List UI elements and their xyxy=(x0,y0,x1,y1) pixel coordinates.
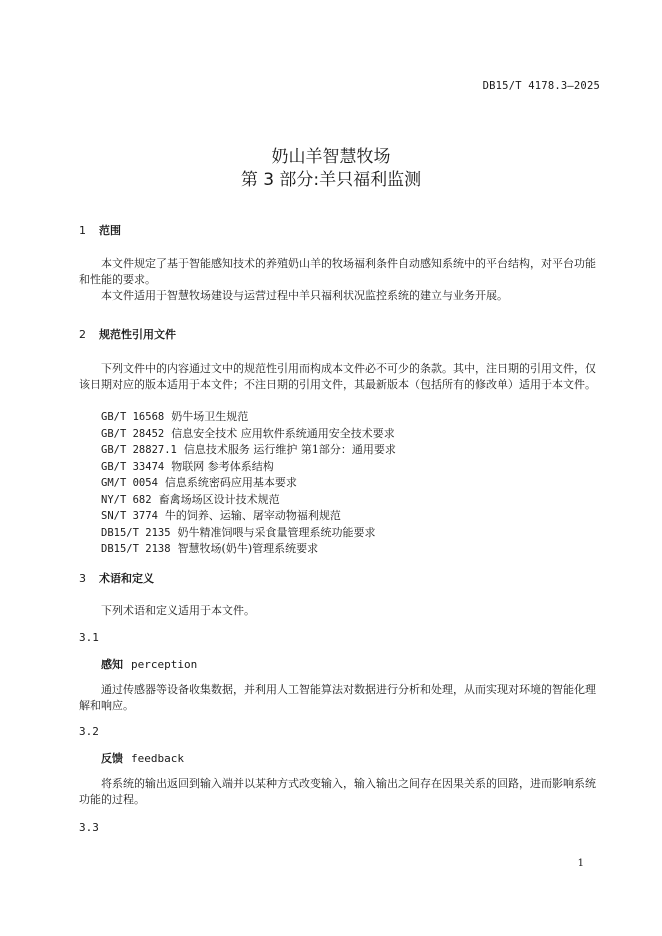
term-number: 3.2 xyxy=(79,725,99,738)
paragraph: 通过传感器等设备收集数据，并利用人工智能算法对数据进行分析和处理，从而实现对环境的智能化理解和响应。 xyxy=(79,683,596,712)
reference-code: NY/T 682 xyxy=(101,493,152,506)
page-number: 1 xyxy=(577,858,584,869)
section-title: 术语和定义 xyxy=(99,572,154,585)
paragraph: 下列术语和定义适用于本文件。 xyxy=(101,604,255,617)
standard-code: DB15/T 4178.3—2025 xyxy=(482,80,600,92)
reference-title: 信息系统密码应用基本要求 xyxy=(164,476,297,489)
reference-title: 信息安全技术 应用软件系统通用安全技术要求 xyxy=(171,426,395,440)
section-3-intro xyxy=(79,603,601,619)
normative-reference-list xyxy=(101,409,396,558)
document-subtitle: 第 3 部分:羊只福利监测 xyxy=(240,170,422,190)
reference-code: SN/T 3774 xyxy=(101,510,158,522)
reference-code: GB/T 33474 xyxy=(101,460,165,473)
section-1-body xyxy=(79,256,601,304)
paragraph: 本文件适用于智慧牧场建设与运营过程中羊只福利状况监控系统的建立与业务开展。 xyxy=(101,289,508,302)
reference-code: GB/T 16568 xyxy=(101,411,165,423)
term-entry xyxy=(101,750,184,766)
reference-title: 畜禽场场区设计技术规范 xyxy=(158,492,280,506)
reference-code: GM/T 0054 xyxy=(101,477,158,489)
reference-title: 物联网 参考体系结构 xyxy=(171,459,274,473)
section-number: 2 xyxy=(79,328,86,341)
section-title: 规范性引用文件 xyxy=(99,328,176,341)
term-number: 3.3 xyxy=(79,821,99,834)
term-chinese: 反馈 xyxy=(101,752,123,765)
reference-code: GB/T 28827.1 xyxy=(101,444,177,456)
section-3-heading xyxy=(79,570,154,586)
section-2-heading xyxy=(79,326,176,342)
document-title: 奶山羊智慧牧场 xyxy=(271,147,391,167)
reference-code: DB15/T 2138 xyxy=(101,543,171,555)
reference-title: 信息技术服务 运行维护 第1部分：通用要求 xyxy=(183,443,396,456)
reference-item xyxy=(101,541,396,558)
reference-item xyxy=(101,409,396,426)
reference-title: 智慧牧场(奶牛)管理系统要求 xyxy=(177,542,319,555)
reference-code: GB/T 28452 xyxy=(101,427,165,440)
reference-title: 牛的饲养、运输、屠宰动物福利规范 xyxy=(164,509,341,522)
term-number: 3.1 xyxy=(79,631,99,644)
reference-item xyxy=(101,426,396,443)
section-title: 范围 xyxy=(99,224,121,237)
section-number: 3 xyxy=(79,572,86,585)
reference-title: 奶牛精准饲喂与采食量管理系统功能要求 xyxy=(177,525,376,539)
term-chinese: 感知 xyxy=(101,658,123,671)
section-1-heading xyxy=(79,222,121,238)
paragraph: 下列文件中的内容通过文中的规范性引用而构成本文件必不可少的条款。其中，注日期的引用文件，仅该日期对应的版本适用于本文件；不注日期的引用文件，其最新版本（包括所有的修改单）适用于本文件。 xyxy=(79,362,596,391)
term-english: feedback xyxy=(131,752,184,765)
term-definition xyxy=(79,776,601,808)
section-2-intro xyxy=(79,361,601,393)
paragraph: 本文件规定了基于智能感知技术的养殖奶山羊的牧场福利条件自动感知系统中的平台结构，对平台功能和性能的要求。 xyxy=(79,257,596,286)
section-number: 1 xyxy=(79,224,86,237)
reference-item xyxy=(101,508,396,525)
reference-item xyxy=(101,475,396,492)
reference-item xyxy=(101,459,396,476)
reference-item xyxy=(101,525,396,542)
reference-item xyxy=(101,442,396,459)
reference-item xyxy=(101,492,396,509)
paragraph: 将系统的输出返回到输入端并以某种方式改变输入，输入输出之间存在因果关系的回路，进而影响系统功能的过程。 xyxy=(79,777,596,806)
term-definition xyxy=(79,682,601,714)
reference-code: DB15/T 2135 xyxy=(101,526,171,539)
reference-title: 奶牛场卫生规范 xyxy=(171,410,249,423)
term-english: perception xyxy=(131,658,198,671)
term-entry xyxy=(101,656,197,672)
